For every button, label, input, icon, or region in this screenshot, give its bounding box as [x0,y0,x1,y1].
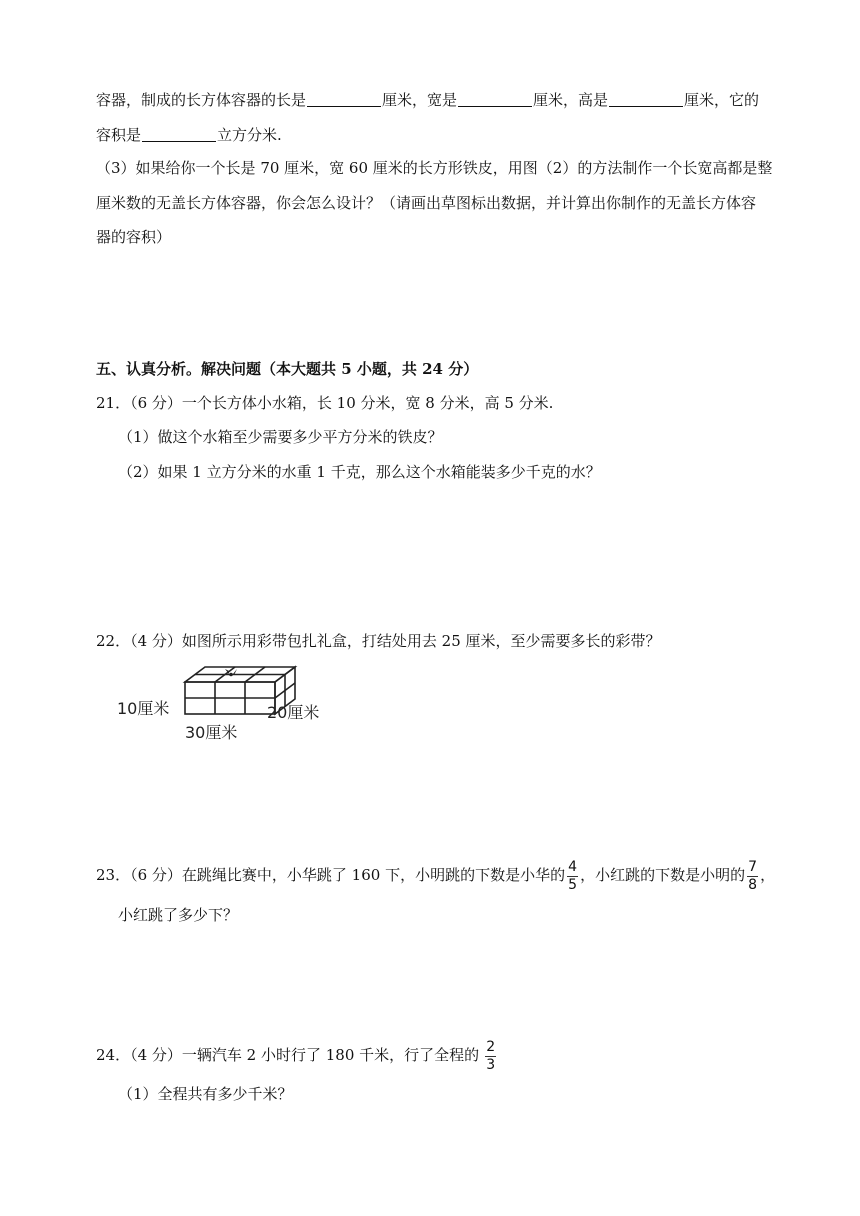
denominator: 8 [748,876,758,893]
question-20-part-3-line-1: （3）如果给你一个长是 70 厘米，宽 60 厘米的长方形铁皮，用图（2）的方法制作一个长宽高都是整 [96,159,773,177]
figure-label-height: 10厘米 [117,699,170,718]
fraction-four-fifths [567,860,578,893]
denominator: 3 [486,1056,496,1073]
numerator: 4 [568,858,578,875]
question-20-part-3-line-3: 器的容积） [96,228,172,246]
text: 厘米，它的 [684,91,760,109]
question-24-stem [96,1037,498,1073]
denominator: 5 [568,876,578,893]
numerator: 7 [748,858,758,875]
figure-label-width: 20厘米 [267,703,320,722]
section-heading: 五、认真分析。解决问题（本大题共 5 小题，共 24 分） [96,360,479,378]
question-21-stem: 21．（6 分）一个长方体小水箱，长 10 分米，宽 8 分米，高 5 分米. [96,394,554,412]
question-24-part-1: （1）全程共有多少千米？ [118,1085,293,1103]
text: 23．（6 分）在跳绳比赛中，小华跳了 160 下，小明跳的下数是小华的 [96,866,566,884]
answer-blank [142,126,216,142]
fraction-seven-eighths [747,860,758,893]
question-20-line-2 [96,125,282,145]
text: 容积是 [96,126,142,144]
figure-label-length: 30厘米 [185,723,238,742]
answer-blank [609,91,683,107]
answer-blank [307,91,381,107]
question-20-part-3-line-2: 厘米数的无盖长方体容器，你会怎么设计？（请画出草图标出数据，并计算出你制作的无盖长方体容 [96,194,757,212]
question-23-line-2: 小红跳了多少下？ [118,906,239,924]
text: 24．（4 分）一辆汽车 2 小时行了 180 千米，行了全程的 [96,1046,480,1064]
numerator: 2 [486,1038,496,1055]
text: 厘米，高是 [533,91,609,109]
text: 容器，制成的长方体容器的长是 [96,91,307,109]
text: 立方分米. [217,126,282,144]
text: 厘米，宽是 [382,91,458,109]
question-20-line-1 [96,90,759,110]
question-21-part-1: （1）做这个水箱至少需要多少平方分米的铁皮？ [118,428,443,446]
text: ，小红跳的下数是小明的 [580,866,746,884]
question-21-part-2: （2）如果 1 立方分米的水重 1 千克，那么这个水箱能装多少千克的水？ [118,463,601,481]
gift-box-figure [115,662,335,742]
question-23-stem [96,857,775,893]
text: ， [760,866,776,884]
answer-blank [458,91,532,107]
fraction-two-thirds [485,1040,496,1073]
question-22-stem: 22．（4 分）如图所示用彩带包扎礼盒，打结处用去 25 厘米，至少需要多长的彩带？ [96,632,661,650]
